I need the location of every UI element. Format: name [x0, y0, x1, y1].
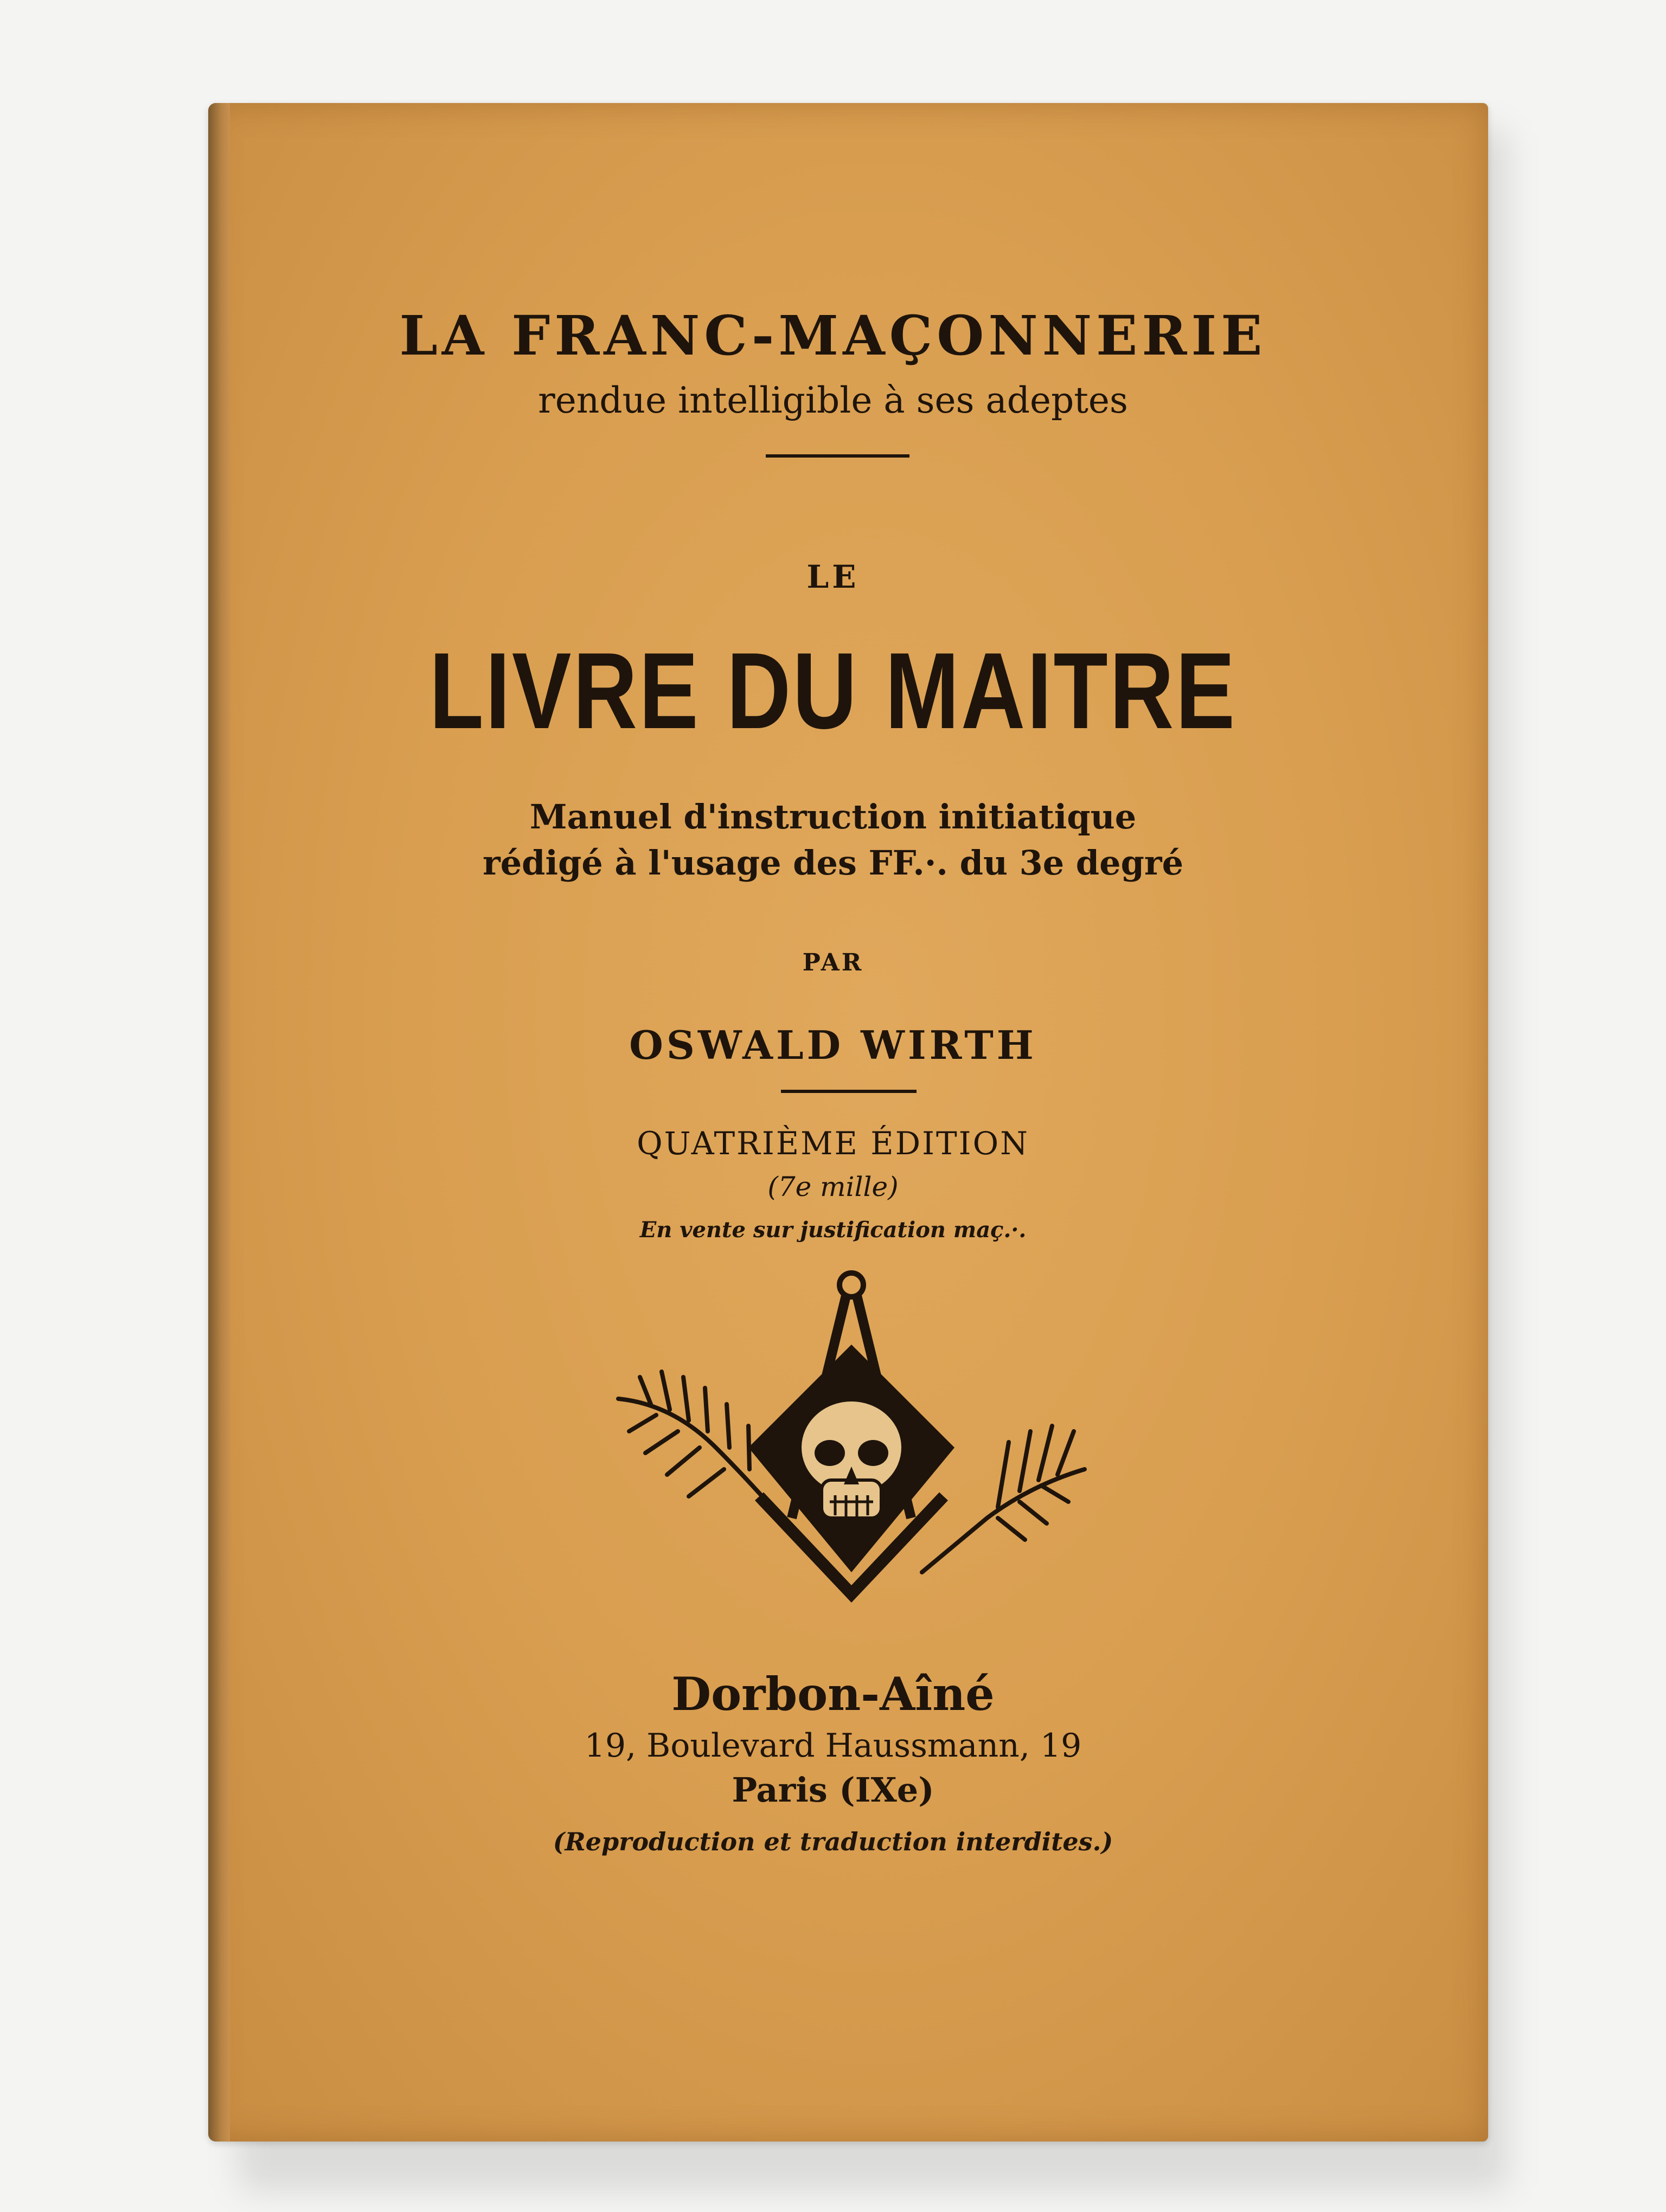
- edition-label: QUATRIÈME ÉDITION: [637, 1125, 1029, 1162]
- divider-rule-middle: [781, 1090, 917, 1093]
- title-article: LE: [806, 558, 860, 595]
- publisher-address: 19, Boulevard Haussmann, 19: [584, 1727, 1082, 1765]
- main-title: LIVRE DU MAITRE: [429, 631, 1237, 751]
- by-label: PAR: [802, 949, 864, 976]
- description-line-1: Manuel d'instruction initiatique: [529, 797, 1137, 837]
- sale-note: En vente sur justification maç.·.: [639, 1217, 1027, 1243]
- divider-rule-top: [766, 454, 909, 458]
- printing-label: (7e mille): [767, 1171, 899, 1203]
- rights-notice: (Reproduction et traduction interdites.): [553, 1827, 1113, 1856]
- author-name: OSWALD WIRTH: [629, 1022, 1037, 1068]
- series-title: LA FRANC-MAÇONNERIE: [399, 304, 1267, 368]
- publisher-city: Paris (IXe): [732, 1770, 934, 1810]
- publisher-name: Dorbon-Aîné: [671, 1667, 995, 1721]
- masonic-square-compass-skull-emblem-icon: [607, 1269, 1095, 1610]
- description-line-2: rédigé à l'usage des FF.·. du 3e degré: [482, 843, 1184, 883]
- compass-hinge: [840, 1273, 863, 1297]
- series-subtitle: rendue intelligible à ses adeptes: [538, 380, 1128, 421]
